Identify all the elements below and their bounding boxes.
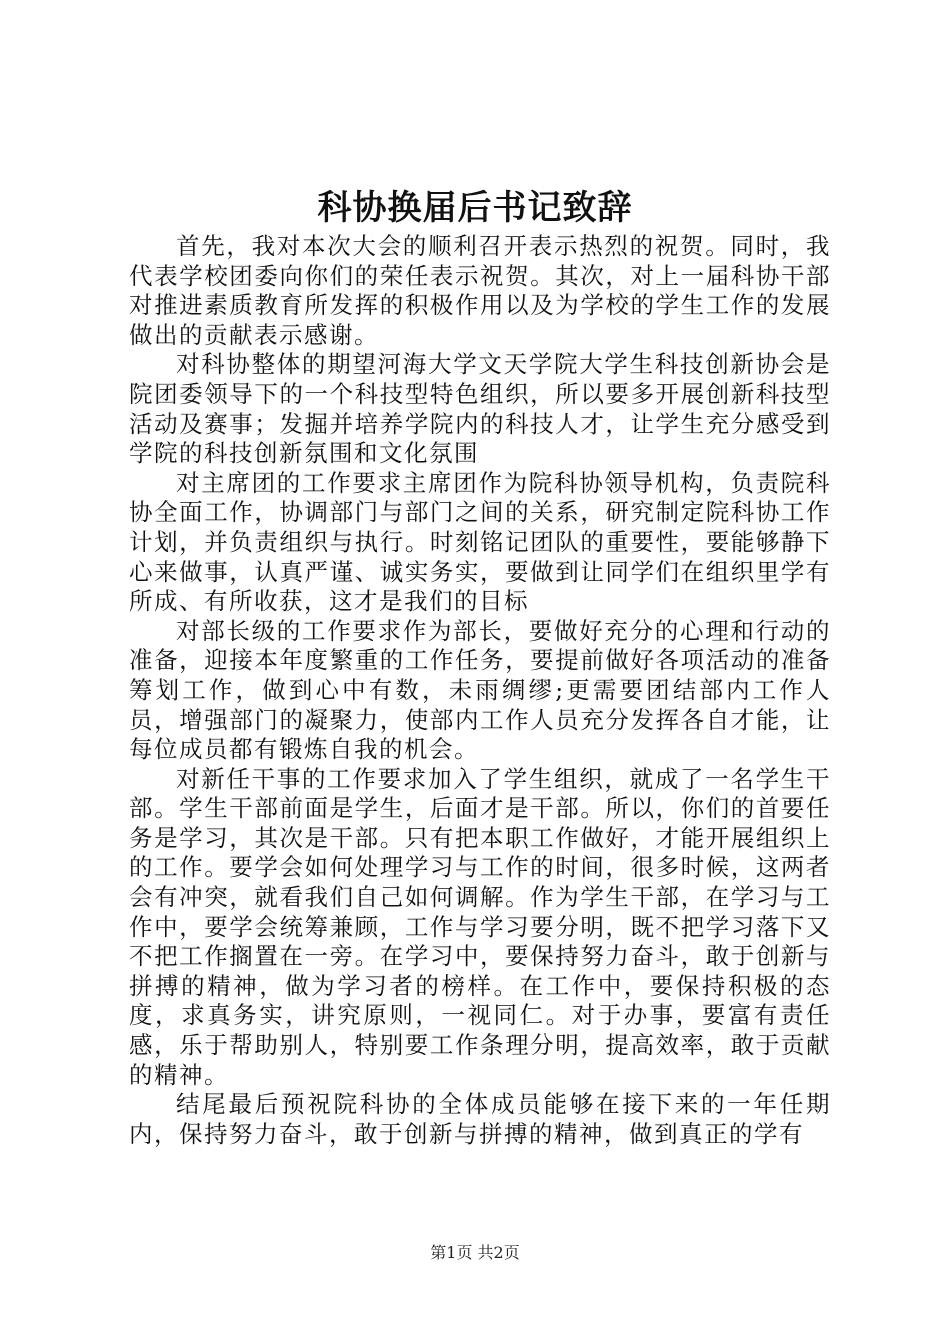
paragraph-opening: 首先，我对本次大会的顺利召开表示热烈的祝贺。同时，我代表学校团委向你们的荣任表示祝贺。其次，对上一届科协干部对推进素质教育所发挥的积极作用以及为学校的学生工作的发展做出的贡献表示感谢。	[129, 232, 831, 349]
document-body	[129, 232, 831, 1149]
paragraph-new-staff-requirements: 对新任干事的工作要求加入了学生组织，就成了一名学生干部。学生干部前面是学生，后面才是干部。所以，你们的首要任务是学习，其次是干部。只有把本职工作做好，才能开展组织上的工作。要学会如何处理学习与工作的时间，很多时候，这两者会有冲突，就看我们自己如何调解。作为学生干部，在学习与工作中，要学会统筹兼顾，工作与学习要分明，既不把学习落下又不把工作搁置在一旁。在学习中，要保持努力奋斗，敢于创新与拼搏的精神，做为学习者的榜样。在工作中，要保持积极的态度，求真务实，讲究原则，一视同仁。对于办事，要富有责任感，乐于帮助别人，特别要工作条理分明，提高效率，敢于贡献的精神。	[129, 764, 831, 1089]
paragraph-overall-expectations: 对科协整体的期望河海大学文天学院大学生科技创新协会是院团委领导下的一个科技型特色组织，所以要多开展创新科技型活动及赛事；发掘并培养学院内的科技人才，让学生充分感受到学院的科技创新氛围和文化氛围	[129, 350, 831, 468]
paragraph-closing: 结尾最后预祝院科协的全体成员能够在接下来的一年任期内，保持努力奋斗，敢于创新与拼搏的精神，做到真正的学有	[129, 1090, 831, 1148]
paragraph-presidium-requirements: 对主席团的工作要求主席团作为院科协领导机构，负责院科协全面工作，协调部门与部门之间的关系，研究制定院科协工作计划，并负责组织与执行。时刻铭记团队的重要性，要能够静下心来做事，认真严谨、诚实务实，要做到让同学们在组织里学有所成、有所收获，这才是我们的目标	[129, 468, 831, 616]
page-title: 科协换届后书记致辞	[317, 188, 633, 228]
paragraph-minister-requirements: 对部长级的工作要求作为部长，要做好充分的心理和行动的准备，迎接本年度繁重的工作任务，要提前做好各项活动的准备筹划工作，做到心中有数，未雨绸缪;更需要团结部内工作人员，增强部门的凝聚力，使部内工作人员充分发挥各自才能，让每位成员都有锻炼自我的机会。	[129, 616, 831, 764]
page-number-footer: 第1页 共2页	[430, 1243, 520, 1262]
